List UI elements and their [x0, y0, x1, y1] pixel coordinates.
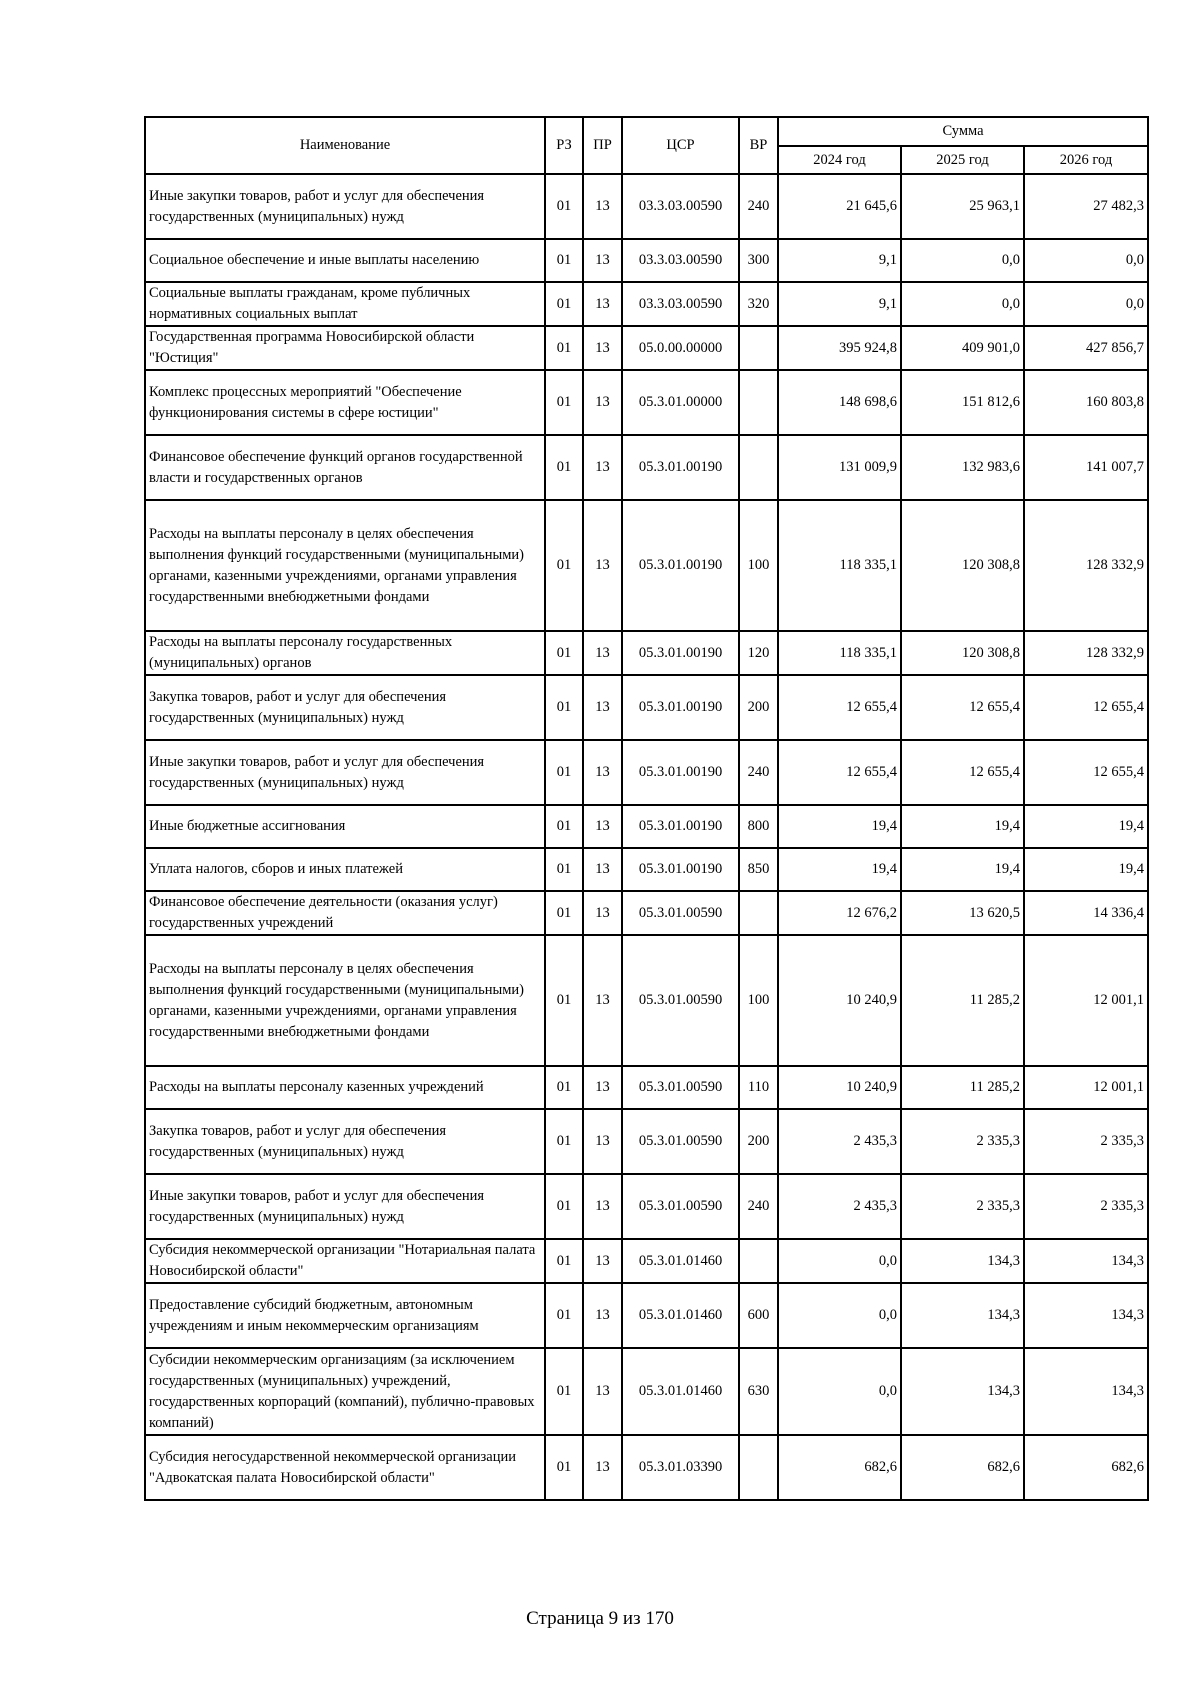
table-row: [145, 239, 1148, 282]
cell-rz: 01: [545, 326, 583, 370]
cell-2026: 12 655,4: [1024, 740, 1148, 805]
cell-rz: 01: [545, 1435, 583, 1500]
cell-vr: 240: [739, 1174, 778, 1239]
cell-name: Субсидии некоммерческим организациям (за исключением государственных (муниципальных) учреждений, государственных корпораций (компаний), публично-правовых компаний): [145, 1348, 545, 1435]
cell-rz: 01: [545, 740, 583, 805]
cell-name: Уплата налогов, сборов и иных платежей: [145, 848, 545, 891]
cell-rz: 01: [545, 435, 583, 500]
cell-pr: 13: [583, 891, 622, 935]
cell-2024: 19,4: [778, 848, 901, 891]
cell-2024: 131 009,9: [778, 435, 901, 500]
cell-2024: 21 645,6: [778, 174, 901, 239]
cell-csr: 05.3.01.00590: [622, 935, 739, 1066]
cell-vr: [739, 891, 778, 935]
cell-vr: 600: [739, 1283, 778, 1348]
cell-vr: 320: [739, 282, 778, 326]
cell-name: Социальные выплаты гражданам, кроме публичных нормативных социальных выплат: [145, 282, 545, 326]
cell-2024: 118 335,1: [778, 500, 901, 631]
cell-csr: 05.0.00.00000: [622, 326, 739, 370]
cell-2025: 0,0: [901, 282, 1024, 326]
header-2024: 2024 год: [778, 146, 901, 174]
table-row: [145, 848, 1148, 891]
cell-2025: 25 963,1: [901, 174, 1024, 239]
table-row: [145, 1239, 1148, 1283]
cell-pr: 13: [583, 239, 622, 282]
cell-2026: 12 001,1: [1024, 935, 1148, 1066]
cell-vr: 110: [739, 1066, 778, 1109]
cell-rz: 01: [545, 1348, 583, 1435]
cell-rz: 01: [545, 174, 583, 239]
cell-2025: 2 335,3: [901, 1109, 1024, 1174]
cell-rz: 01: [545, 805, 583, 848]
cell-csr: 05.3.01.00190: [622, 740, 739, 805]
cell-vr: 300: [739, 239, 778, 282]
cell-2024: 12 676,2: [778, 891, 901, 935]
cell-name: Комплекс процессных мероприятий "Обеспечение функционирования системы в сфере юстиции": [145, 370, 545, 435]
cell-2025: 134,3: [901, 1283, 1024, 1348]
cell-2026: 12 001,1: [1024, 1066, 1148, 1109]
cell-2025: 134,3: [901, 1348, 1024, 1435]
cell-csr: 05.3.01.01460: [622, 1283, 739, 1348]
cell-vr: 100: [739, 500, 778, 631]
budget-table: [144, 116, 1149, 1501]
table-row: [145, 631, 1148, 675]
cell-2026: 0,0: [1024, 282, 1148, 326]
cell-name: Расходы на выплаты персоналу в целях обеспечения выполнения функций государственными (муниципальными) органами, казенными учреждениями, органами управления государственными внебюджетными фондами: [145, 500, 545, 631]
table-row: [145, 326, 1148, 370]
cell-csr: 05.3.01.00190: [622, 805, 739, 848]
cell-2025: 19,4: [901, 848, 1024, 891]
cell-2024: 118 335,1: [778, 631, 901, 675]
cell-2024: 12 655,4: [778, 740, 901, 805]
cell-rz: 01: [545, 282, 583, 326]
cell-pr: 13: [583, 631, 622, 675]
cell-2026: 134,3: [1024, 1348, 1148, 1435]
cell-2024: 395 924,8: [778, 326, 901, 370]
cell-vr: 240: [739, 174, 778, 239]
cell-name: Субсидия негосударственной некоммерческой организации "Адвокатская палата Новосибирской области": [145, 1435, 545, 1500]
cell-pr: 13: [583, 1435, 622, 1500]
cell-2025: 120 308,8: [901, 500, 1024, 631]
table-row: [145, 174, 1148, 239]
cell-2024: 2 435,3: [778, 1109, 901, 1174]
cell-2025: 120 308,8: [901, 631, 1024, 675]
cell-pr: 13: [583, 174, 622, 239]
cell-pr: 13: [583, 282, 622, 326]
cell-2026: 134,3: [1024, 1283, 1148, 1348]
cell-csr: 05.3.01.00190: [622, 675, 739, 740]
cell-vr: 120: [739, 631, 778, 675]
cell-vr: 800: [739, 805, 778, 848]
cell-2025: 682,6: [901, 1435, 1024, 1500]
cell-rz: 01: [545, 1239, 583, 1283]
header-2026: 2026 год: [1024, 146, 1148, 174]
cell-vr: [739, 1239, 778, 1283]
cell-name: Закупка товаров, работ и услуг для обеспечения государственных (муниципальных) нужд: [145, 1109, 545, 1174]
cell-name: Финансовое обеспечение деятельности (оказания услуг) государственных учреждений: [145, 891, 545, 935]
table-header: [145, 117, 1148, 174]
cell-rz: 01: [545, 675, 583, 740]
cell-2026: 14 336,4: [1024, 891, 1148, 935]
cell-vr: 630: [739, 1348, 778, 1435]
table-row: [145, 1066, 1148, 1109]
table-row: [145, 1348, 1148, 1435]
cell-2026: 2 335,3: [1024, 1109, 1148, 1174]
cell-2026: 19,4: [1024, 848, 1148, 891]
cell-name: Государственная программа Новосибирской области "Юстиция": [145, 326, 545, 370]
cell-2026: 128 332,9: [1024, 631, 1148, 675]
cell-rz: 01: [545, 935, 583, 1066]
cell-2024: 0,0: [778, 1239, 901, 1283]
table-body: [145, 174, 1148, 1500]
cell-rz: 01: [545, 848, 583, 891]
header-csr: ЦСР: [622, 117, 739, 174]
cell-pr: 13: [583, 326, 622, 370]
cell-name: Расходы на выплаты персоналу в целях обеспечения выполнения функций государственными (муниципальными) органами, казенными учреждениями, органами управления государственными внебюджетными фондами: [145, 935, 545, 1066]
cell-2026: 0,0: [1024, 239, 1148, 282]
cell-2026: 12 655,4: [1024, 675, 1148, 740]
table-row: [145, 370, 1148, 435]
cell-csr: 05.3.01.00590: [622, 1109, 739, 1174]
table-row: [145, 891, 1148, 935]
cell-2026: 682,6: [1024, 1435, 1148, 1500]
table-row: [145, 1109, 1148, 1174]
cell-2025: 11 285,2: [901, 935, 1024, 1066]
cell-2025: 151 812,6: [901, 370, 1024, 435]
cell-csr: 05.3.01.01460: [622, 1239, 739, 1283]
cell-name: Предоставление субсидий бюджетным, автономным учреждениям и иным некоммерческим организациям: [145, 1283, 545, 1348]
cell-2025: 2 335,3: [901, 1174, 1024, 1239]
cell-name: Социальное обеспечение и иные выплаты населению: [145, 239, 545, 282]
cell-2026: 427 856,7: [1024, 326, 1148, 370]
header-vr: ВР: [739, 117, 778, 174]
cell-vr: [739, 370, 778, 435]
table-row: [145, 1174, 1148, 1239]
cell-csr: 05.3.01.00190: [622, 631, 739, 675]
cell-2024: 19,4: [778, 805, 901, 848]
table-row: [145, 282, 1148, 326]
cell-2024: 10 240,9: [778, 1066, 901, 1109]
cell-rz: 01: [545, 500, 583, 631]
cell-pr: 13: [583, 370, 622, 435]
cell-2024: 682,6: [778, 1435, 901, 1500]
cell-pr: 13: [583, 675, 622, 740]
cell-2025: 12 655,4: [901, 675, 1024, 740]
cell-pr: 13: [583, 935, 622, 1066]
cell-vr: [739, 326, 778, 370]
cell-pr: 13: [583, 848, 622, 891]
cell-vr: [739, 435, 778, 500]
cell-2025: 132 983,6: [901, 435, 1024, 500]
cell-name: Субсидия некоммерческой организации "Нотариальная палата Новосибирской области": [145, 1239, 545, 1283]
cell-csr: 05.3.01.03390: [622, 1435, 739, 1500]
header-rz: РЗ: [545, 117, 583, 174]
cell-csr: 03.3.03.00590: [622, 282, 739, 326]
cell-csr: 05.3.01.00190: [622, 500, 739, 631]
cell-csr: 03.3.03.00590: [622, 174, 739, 239]
cell-2024: 0,0: [778, 1348, 901, 1435]
cell-rz: 01: [545, 1109, 583, 1174]
cell-2026: 141 007,7: [1024, 435, 1148, 500]
cell-vr: 850: [739, 848, 778, 891]
cell-pr: 13: [583, 1066, 622, 1109]
cell-pr: 13: [583, 1348, 622, 1435]
cell-pr: 13: [583, 1283, 622, 1348]
header-name: Наименование: [145, 117, 545, 174]
cell-rz: 01: [545, 1066, 583, 1109]
cell-2024: 0,0: [778, 1283, 901, 1348]
cell-csr: 05.3.01.00000: [622, 370, 739, 435]
cell-rz: 01: [545, 1174, 583, 1239]
table-row: [145, 935, 1148, 1066]
cell-2026: 128 332,9: [1024, 500, 1148, 631]
cell-pr: 13: [583, 1239, 622, 1283]
cell-pr: 13: [583, 740, 622, 805]
cell-name: Расходы на выплаты персоналу государственных (муниципальных) органов: [145, 631, 545, 675]
cell-vr: [739, 1435, 778, 1500]
cell-name: Иные бюджетные ассигнования: [145, 805, 545, 848]
cell-2025: 134,3: [901, 1239, 1024, 1283]
cell-2026: 2 335,3: [1024, 1174, 1148, 1239]
table-row: [145, 740, 1148, 805]
cell-rz: 01: [545, 370, 583, 435]
cell-pr: 13: [583, 435, 622, 500]
table-row: [145, 435, 1148, 500]
table-row: [145, 805, 1148, 848]
cell-rz: 01: [545, 239, 583, 282]
cell-csr: 05.3.01.01460: [622, 1348, 739, 1435]
cell-csr: 05.3.01.00590: [622, 1174, 739, 1239]
cell-csr: 05.3.01.00590: [622, 1066, 739, 1109]
cell-2024: 2 435,3: [778, 1174, 901, 1239]
cell-2025: 12 655,4: [901, 740, 1024, 805]
table-row: [145, 1435, 1148, 1500]
cell-rz: 01: [545, 1283, 583, 1348]
header-pr: ПР: [583, 117, 622, 174]
cell-2024: 12 655,4: [778, 675, 901, 740]
cell-2024: 148 698,6: [778, 370, 901, 435]
cell-2025: 409 901,0: [901, 326, 1024, 370]
table-row: [145, 675, 1148, 740]
cell-pr: 13: [583, 1174, 622, 1239]
cell-name: Финансовое обеспечение функций органов государственной власти и государственных органов: [145, 435, 545, 500]
table-row: [145, 1283, 1148, 1348]
cell-vr: 100: [739, 935, 778, 1066]
cell-csr: 05.3.01.00590: [622, 891, 739, 935]
cell-csr: 05.3.01.00190: [622, 848, 739, 891]
cell-rz: 01: [545, 631, 583, 675]
cell-name: Иные закупки товаров, работ и услуг для обеспечения государственных (муниципальных) нужд: [145, 174, 545, 239]
cell-2026: 160 803,8: [1024, 370, 1148, 435]
page-number: Страница 9 из 170: [526, 1608, 674, 1629]
cell-name: Закупка товаров, работ и услуг для обеспечения государственных (муниципальных) нужд: [145, 675, 545, 740]
cell-pr: 13: [583, 1109, 622, 1174]
cell-2026: 134,3: [1024, 1239, 1148, 1283]
cell-pr: 13: [583, 805, 622, 848]
cell-2025: 13 620,5: [901, 891, 1024, 935]
cell-csr: 05.3.01.00190: [622, 435, 739, 500]
cell-2026: 19,4: [1024, 805, 1148, 848]
cell-2025: 11 285,2: [901, 1066, 1024, 1109]
cell-vr: 240: [739, 740, 778, 805]
cell-2024: 9,1: [778, 239, 901, 282]
table-row: [145, 500, 1148, 631]
cell-2024: 9,1: [778, 282, 901, 326]
cell-2025: 0,0: [901, 239, 1024, 282]
cell-name: Иные закупки товаров, работ и услуг для обеспечения государственных (муниципальных) нужд: [145, 1174, 545, 1239]
cell-name: Иные закупки товаров, работ и услуг для обеспечения государственных (муниципальных) нужд: [145, 740, 545, 805]
cell-2024: 10 240,9: [778, 935, 901, 1066]
cell-rz: 01: [545, 891, 583, 935]
header-sum: Сумма: [778, 117, 1148, 146]
cell-vr: 200: [739, 1109, 778, 1174]
cell-name: Расходы на выплаты персоналу казенных учреждений: [145, 1066, 545, 1109]
cell-vr: 200: [739, 675, 778, 740]
cell-2025: 19,4: [901, 805, 1024, 848]
cell-pr: 13: [583, 500, 622, 631]
cell-2026: 27 482,3: [1024, 174, 1148, 239]
cell-csr: 03.3.03.00590: [622, 239, 739, 282]
header-2025: 2025 год: [901, 146, 1024, 174]
